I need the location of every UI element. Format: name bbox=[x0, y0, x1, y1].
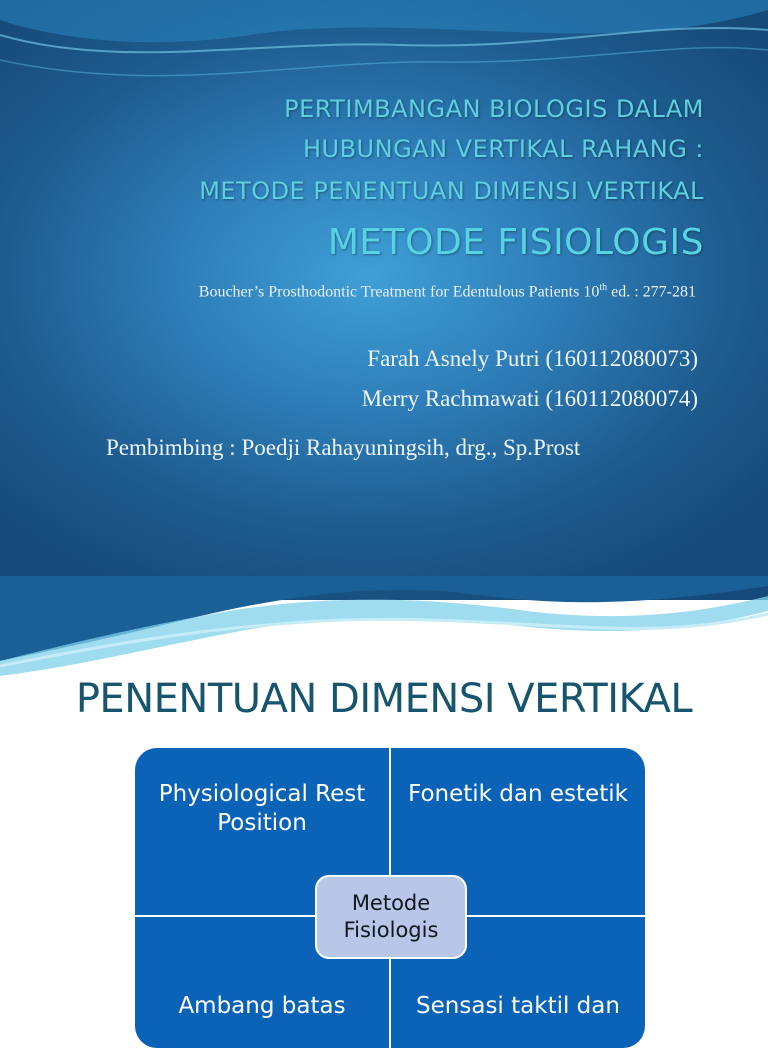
author-2: Merry Rachmawati (160112080074) bbox=[361, 386, 698, 411]
quadrant-fonetik-estetik: Fonetik dan estetik bbox=[408, 781, 628, 807]
title-line-2: HUBUNGAN VERTIKAL RAHANG : bbox=[302, 135, 704, 163]
title-line-3: METODE PENENTUAN DIMENSI VERTIKAL bbox=[199, 177, 704, 205]
center-label: Metode Fisiologis bbox=[315, 875, 467, 959]
advisor: Pembimbing : Poedji Rahayuningsih, drg., Sp.Prost bbox=[106, 435, 581, 460]
slide2-title: PENENTUAN DIMENSI VERTIKAL bbox=[75, 676, 693, 722]
quadrant-sensasi-taktil: Sensasi taktil dan bbox=[416, 993, 620, 1019]
quadrant-physiological-rest: Physiological Rest Position bbox=[158, 781, 366, 836]
subtitle: METODE FISIOLOGIS bbox=[327, 222, 704, 263]
title-line-1: PERTIMBANGAN BIOLOGIS DALAM bbox=[284, 95, 704, 123]
author-1: Farah Asnely Putri (160112080073) bbox=[367, 346, 698, 371]
reference-text: Boucher’s Prosthodontic Treatment for Edentulous Patients 10th ed. : 277-281 bbox=[198, 282, 696, 301]
decorative-wave-bottom bbox=[0, 576, 768, 676]
quadrant-ambang-batas: Ambang batas bbox=[178, 993, 346, 1019]
